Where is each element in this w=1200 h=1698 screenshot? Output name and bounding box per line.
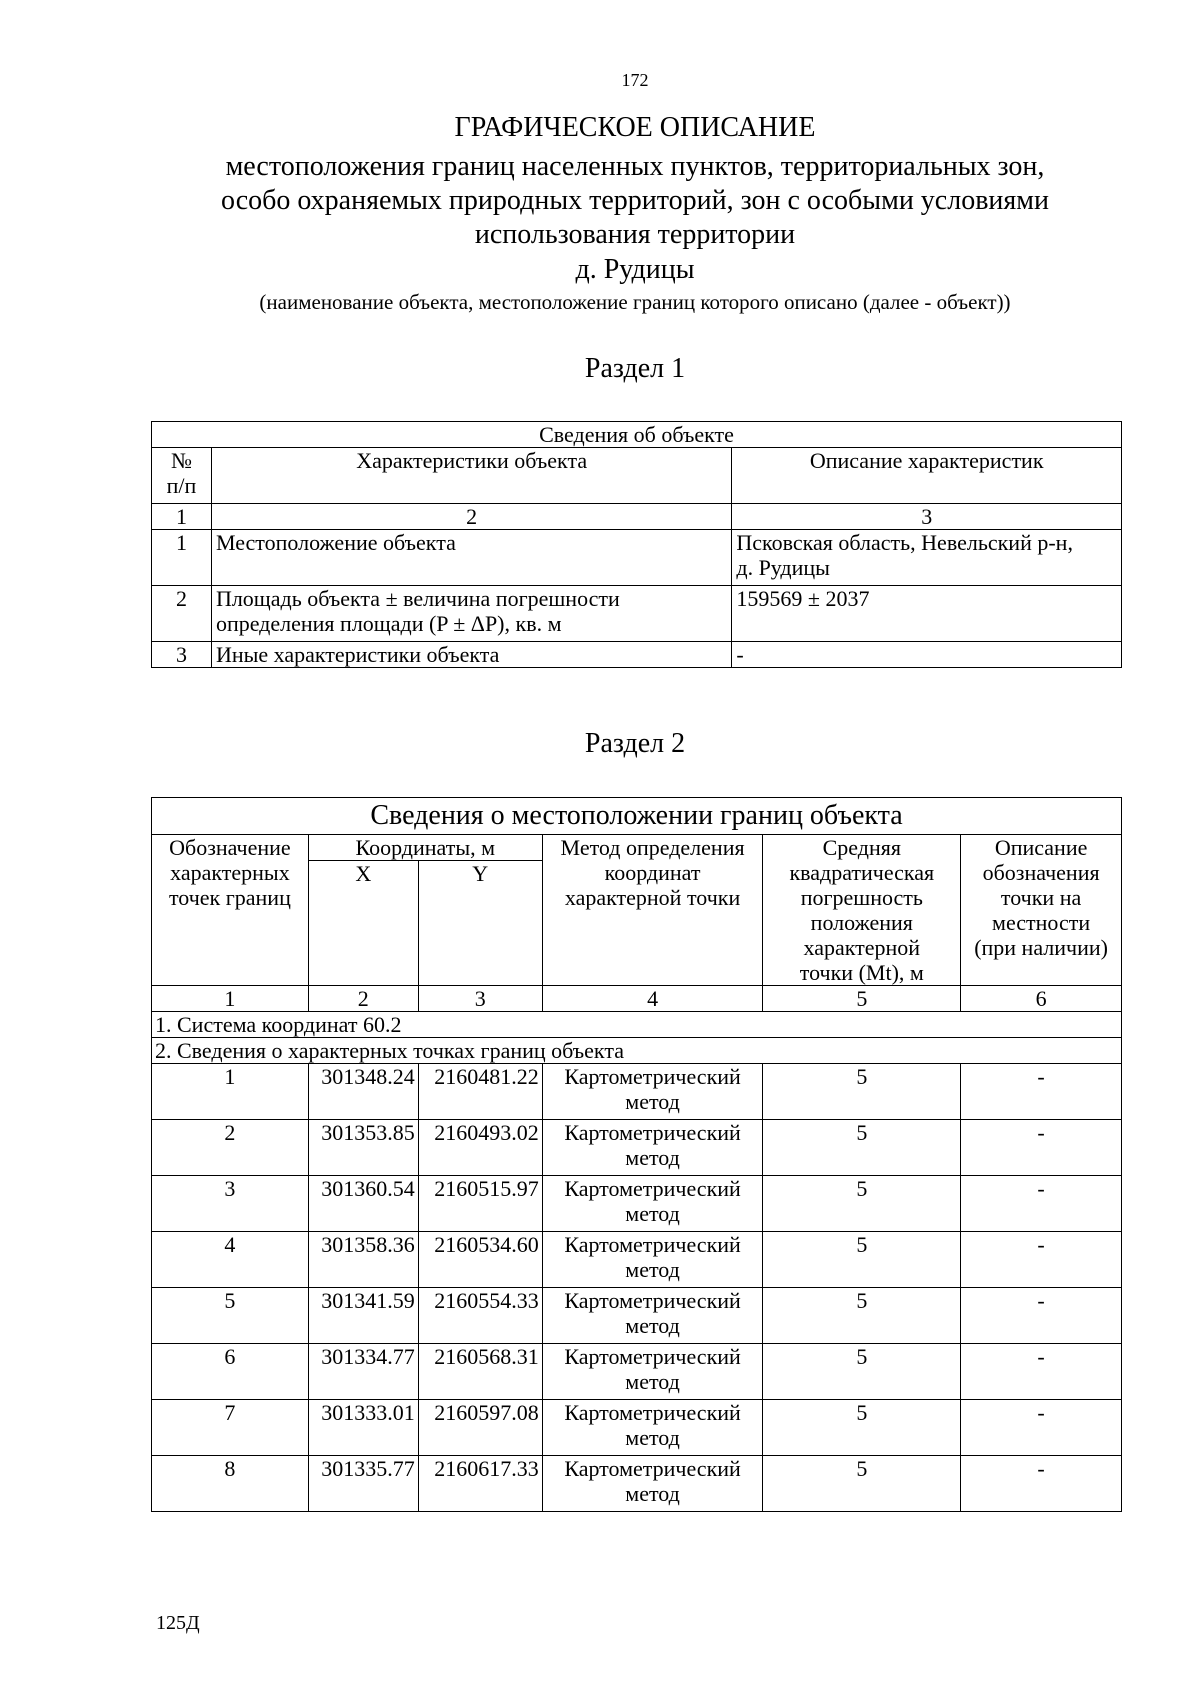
section1-heading: Раздел 1: [584, 353, 686, 384]
method: Картометрический метод: [542, 1400, 763, 1456]
row-number: 2: [152, 586, 212, 642]
coordinate-y: 2160568.31: [418, 1344, 542, 1400]
footer-code: 125Д: [156, 1612, 200, 1634]
point-description: -: [961, 1344, 1122, 1400]
mean-error: 5: [763, 1120, 961, 1176]
place-caption: (наименование объекта, местоположение границ которого описано (далее - объект)): [259, 290, 1011, 314]
point-number: 8: [152, 1456, 309, 1512]
column-number: 3: [732, 504, 1122, 530]
table-row: [152, 1064, 1122, 1120]
header-point: Обозначение характерных точек границ: [152, 835, 309, 986]
boundary-points-table: [151, 797, 1122, 1512]
page-number: 172: [621, 70, 649, 90]
point-number: 3: [152, 1176, 309, 1232]
point-description: -: [961, 1288, 1122, 1344]
row-characteristic: Площадь объекта ± величина погрешности определения площади (P ± ΔP), кв. м: [211, 586, 731, 642]
mean-error: 5: [763, 1456, 961, 1512]
row-characteristic: Местоположение объекта: [211, 530, 731, 586]
table-row: [152, 1288, 1122, 1344]
coordinate-y: 2160617.33: [418, 1456, 542, 1512]
subtitle-line: особо охраняемых природных территорий, зон с особыми условиями: [221, 185, 1049, 216]
document-subtitle: [0, 150, 1200, 252]
coordinate-x: 301353.85: [308, 1120, 418, 1176]
coordinate-x: 301348.24: [308, 1064, 418, 1120]
coordinate-x: 301335.77: [308, 1456, 418, 1512]
subtitle-line: местоположения границ населенных пунктов, территориальных зон,: [225, 151, 1045, 182]
object-info-table: [151, 421, 1122, 668]
mean-error: 5: [763, 1288, 961, 1344]
row-characteristic: Иные характеристики объекта: [211, 642, 731, 668]
column-number: 5: [763, 986, 961, 1012]
point-description: -: [961, 1456, 1122, 1512]
header-coordinates: Координаты, м: [308, 835, 542, 861]
header-error: Средняя квадратическая погрешность положения характерной точки (Mt), м: [763, 835, 961, 986]
column-number: 6: [961, 986, 1122, 1012]
coordinate-y: 2160493.02: [418, 1120, 542, 1176]
row-description: 159569 ± 2037: [732, 586, 1122, 642]
mean-error: 5: [763, 1400, 961, 1456]
coordinate-x: 301341.59: [308, 1288, 418, 1344]
column-number: 1: [152, 986, 309, 1012]
method: Картометрический метод: [542, 1288, 763, 1344]
row-number: 1: [152, 530, 212, 586]
table-title: Сведения о местоположении границ объекта: [152, 798, 1122, 835]
header-characteristics: Характеристики объекта: [211, 448, 731, 504]
coordinate-y: 2160554.33: [418, 1288, 542, 1344]
subtitle-line: использования территории: [474, 219, 796, 250]
mean-error: 5: [763, 1176, 961, 1232]
coordinate-y: 2160597.08: [418, 1400, 542, 1456]
row-number: 3: [152, 642, 212, 668]
coordinate-x: 301358.36: [308, 1232, 418, 1288]
method: Картометрический метод: [542, 1176, 763, 1232]
point-description: -: [961, 1400, 1122, 1456]
points-body: [152, 1064, 1122, 1512]
point-number: 2: [152, 1120, 309, 1176]
mean-error: 5: [763, 1344, 961, 1400]
column-number: 2: [308, 986, 418, 1012]
method: Картометрический метод: [542, 1456, 763, 1512]
header-method: Метод определения координат характерной точки: [542, 835, 763, 986]
point-description: -: [961, 1232, 1122, 1288]
document-title: ГРАФИЧЕСКОЕ ОПИСАНИЕ: [454, 112, 816, 143]
mean-error: 5: [763, 1064, 961, 1120]
points-section-row: 2. Сведения о характерных точках границ объекта: [152, 1038, 1122, 1064]
point-number: 6: [152, 1344, 309, 1400]
row-description: Псковская область, Невельский р-н, д. Рудицы: [732, 530, 1122, 586]
point-number: 1: [152, 1064, 309, 1120]
coordinate-y: 2160515.97: [418, 1176, 542, 1232]
method: Картометрический метод: [542, 1232, 763, 1288]
table-row: [152, 1400, 1122, 1456]
table-title: Сведения об объекте: [152, 422, 1122, 448]
coordinate-system-row: 1. Система координат 60.2: [152, 1012, 1122, 1038]
table-row: [152, 1232, 1122, 1288]
header-description: Описание характеристик: [732, 448, 1122, 504]
header-y: Y: [418, 861, 542, 986]
method: Картометрический метод: [542, 1344, 763, 1400]
section2-heading: Раздел 2: [584, 728, 686, 759]
coordinate-x: 301360.54: [308, 1176, 418, 1232]
point-number: 7: [152, 1400, 309, 1456]
point-number: 4: [152, 1232, 309, 1288]
header-x: X: [308, 861, 418, 986]
coordinate-x: 301333.01: [308, 1400, 418, 1456]
column-number: 3: [418, 986, 542, 1012]
column-number: 1: [152, 504, 212, 530]
point-description: -: [961, 1120, 1122, 1176]
mean-error: 5: [763, 1232, 961, 1288]
point-description: -: [961, 1064, 1122, 1120]
row-description: -: [732, 642, 1122, 668]
coordinate-y: 2160481.22: [418, 1064, 542, 1120]
method: Картометрический метод: [542, 1120, 763, 1176]
coordinate-x: 301334.77: [308, 1344, 418, 1400]
table-row: [152, 1120, 1122, 1176]
table-row: [152, 1344, 1122, 1400]
coordinate-y: 2160534.60: [418, 1232, 542, 1288]
column-number: 2: [211, 504, 731, 530]
header-number: № п/п: [152, 448, 212, 504]
table-row: [152, 1176, 1122, 1232]
method: Картометрический метод: [542, 1064, 763, 1120]
point-description: -: [961, 1176, 1122, 1232]
column-number: 4: [542, 986, 763, 1012]
table-row: [152, 1456, 1122, 1512]
point-number: 5: [152, 1288, 309, 1344]
header-description: Описание обозначения точки на местности (при наличии): [961, 835, 1122, 986]
place-name: д. Рудицы: [575, 254, 695, 285]
